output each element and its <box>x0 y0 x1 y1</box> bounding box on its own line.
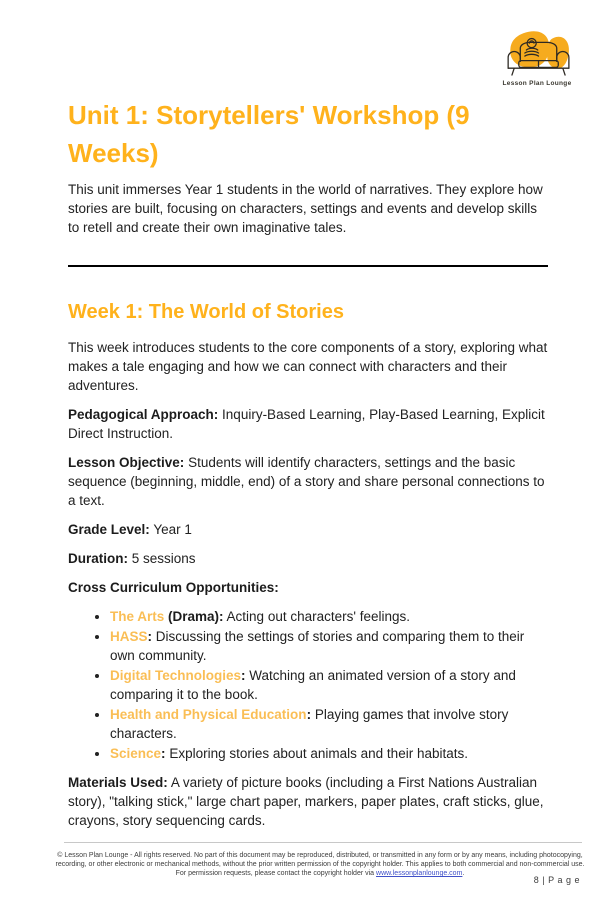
footer-link[interactable]: www.lessonplanlounge.com <box>376 870 463 877</box>
item-text: Playing games that involve story characters. <box>110 707 509 741</box>
subject-suffix: : <box>161 746 166 761</box>
field-label: Grade Level: <box>68 522 150 537</box>
logo-wordmark: Lesson Plan Lounge <box>502 80 572 87</box>
field-value: Students will identify characters, settings and the basic sequence (beginning, middle, end) of a story and share personal connections to a text. <box>68 455 545 508</box>
list-item-science <box>110 744 548 763</box>
subject-keyword: Digital Technologies <box>110 668 242 683</box>
footer-copyright <box>54 851 586 878</box>
unit-intro: This unit immerses Year 1 students in the world of narratives. They explore how stories are built, focusing on characters, settings and events and develop skills to retell and create their own imaginative tales. <box>68 182 543 235</box>
field-value: 5 sessions <box>131 551 196 566</box>
subject-keyword: Science <box>110 746 162 761</box>
field-grade-level <box>68 520 548 539</box>
field-lesson-objective <box>68 453 548 510</box>
field-materials-used <box>68 773 548 830</box>
subject-keyword: The Arts <box>110 609 165 624</box>
subject-suffix: : <box>306 707 312 722</box>
subject-keyword: Health and Physical Education <box>110 707 307 722</box>
subject-keyword: HASS <box>110 629 148 644</box>
field-pedagogical-approach <box>68 405 548 443</box>
unit-title: Unit 1: Storytellers' Workshop (9 Weeks) <box>68 100 470 168</box>
list-item-digital-technologies <box>110 666 548 704</box>
field-value: Year 1 <box>153 522 192 537</box>
field-value: A variety of picture books (including a First Nations Australian story), "talking stick," large chart paper, markers, paper plates, craft sticks, glue, crayons, story sequencing cards. <box>68 775 544 828</box>
field-label: Lesson Objective: <box>68 455 185 470</box>
item-text: Exploring stories about animals and their habitats. <box>169 746 468 761</box>
cross-curriculum-heading: Cross Curriculum Opportunities: <box>68 580 279 595</box>
list-item-health-pe <box>110 705 548 743</box>
copyright-text: © Lesson Plan Lounge - All rights reserved. No part of this document may be reproduced, distributed, or transmitted in any form or by any means, including photocopying, recording, or other electronic or mechanical methods, without the prior written permission of the copyright holder. This applies to both commercial and non-commercial use. For permission requests, please contact the copyright holder via <box>55 852 585 877</box>
list-item-the-arts <box>110 607 548 626</box>
document-content <box>0 96 616 830</box>
field-label: Materials Used: <box>68 775 168 790</box>
cross-curriculum-list <box>68 607 548 763</box>
page-number: 8 | P a g e <box>533 875 580 885</box>
field-label: Duration: <box>68 551 128 566</box>
field-value: Inquiry-Based Learning, Play-Based Learning, Explicit Direct Instruction. <box>68 407 545 441</box>
item-text: Acting out characters' feelings. <box>226 609 410 624</box>
subject-suffix: (Drama): <box>164 609 224 624</box>
item-text: Discussing the settings of stories and comparing them to their own community. <box>110 629 525 663</box>
field-duration <box>68 549 548 568</box>
footer-link-period: . <box>462 870 465 877</box>
week-heading: Week 1: The World of Stories <box>68 301 344 323</box>
subject-suffix: : <box>147 629 153 644</box>
field-label: Pedagogical Approach: <box>68 407 219 422</box>
brand-logo <box>494 27 580 87</box>
couch-with-books-icon <box>496 27 578 79</box>
footer-divider <box>64 842 582 843</box>
item-text: Watching an animated version of a story and comparing it to the book. <box>110 668 516 702</box>
subject-suffix: : <box>241 668 246 683</box>
week-description: This week introduces students to the core components of a story, exploring what makes a tale engaging and how we can connect with characters and their adventures. <box>68 340 548 393</box>
list-item-hass <box>110 627 548 665</box>
section-divider <box>68 265 548 267</box>
